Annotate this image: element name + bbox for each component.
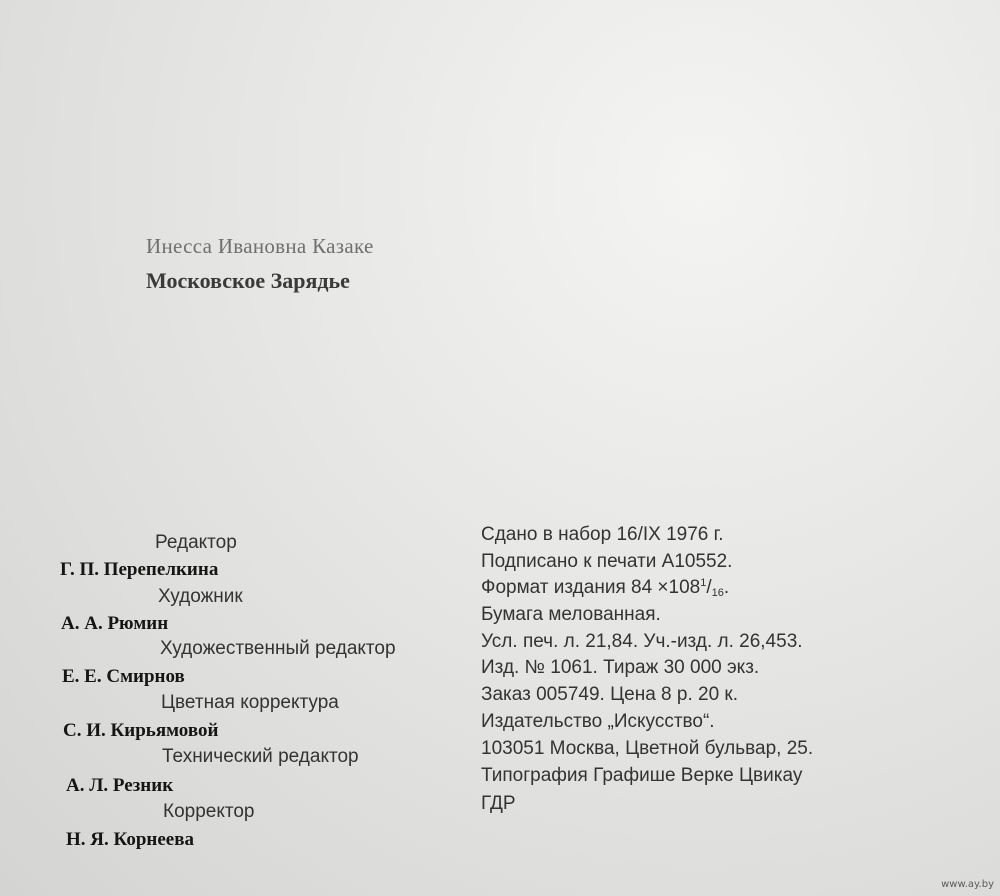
credit-role: Технический редактор	[162, 746, 359, 767]
imprint-line: Усл. печ. л. 21,84. Уч.-изд. л. 26,453.	[481, 631, 803, 652]
imprint-line: ГДР	[481, 793, 516, 814]
credit-role: Художественный редактор	[160, 638, 396, 659]
imprint-line: Заказ 005749. Цена 8 р. 20 к.	[481, 684, 739, 705]
credit-role: Корректор	[163, 801, 255, 822]
imprint-line: Издательство „Искусство“.	[481, 711, 715, 732]
credit-person: Г. П. Перепелкина	[60, 559, 219, 580]
imprint-line: Изд. № 1061. Тираж 30 000 экз.	[481, 657, 760, 678]
book-title: Московское Зарядье	[146, 268, 350, 293]
imprint-line: Типография Графише Верке Цвикау	[481, 765, 803, 786]
credit-role: Цветная корректура	[161, 692, 339, 713]
imprint-line: Бумага мелованная.	[481, 604, 661, 625]
imprint-line: Сдано в набор 16/IX 1976 г.	[481, 524, 724, 545]
credit-role: Художник	[158, 586, 243, 607]
watermark: www.ay.by	[941, 879, 994, 890]
imprint-line-format: Формат издания $84 \times 108^1/_{16}$.	[481, 577, 730, 599]
imprint-line: Подписано к печати А10552.	[481, 551, 733, 572]
author-name: Инесса Ивановна Казаке	[146, 234, 374, 258]
credit-role: Редактор	[155, 532, 237, 553]
credit-person: С. И. Кирьямовой	[63, 720, 219, 741]
credit-person: А. А. Рюмин	[61, 613, 169, 634]
imprint-line: 103051 Москва, Цветной бульвар, 25.	[481, 738, 814, 759]
credit-person: Н. Я. Корнеева	[66, 829, 194, 850]
credit-person: А. Л. Резник	[66, 775, 174, 796]
credit-person: Е. Е. Смирнов	[62, 666, 185, 687]
